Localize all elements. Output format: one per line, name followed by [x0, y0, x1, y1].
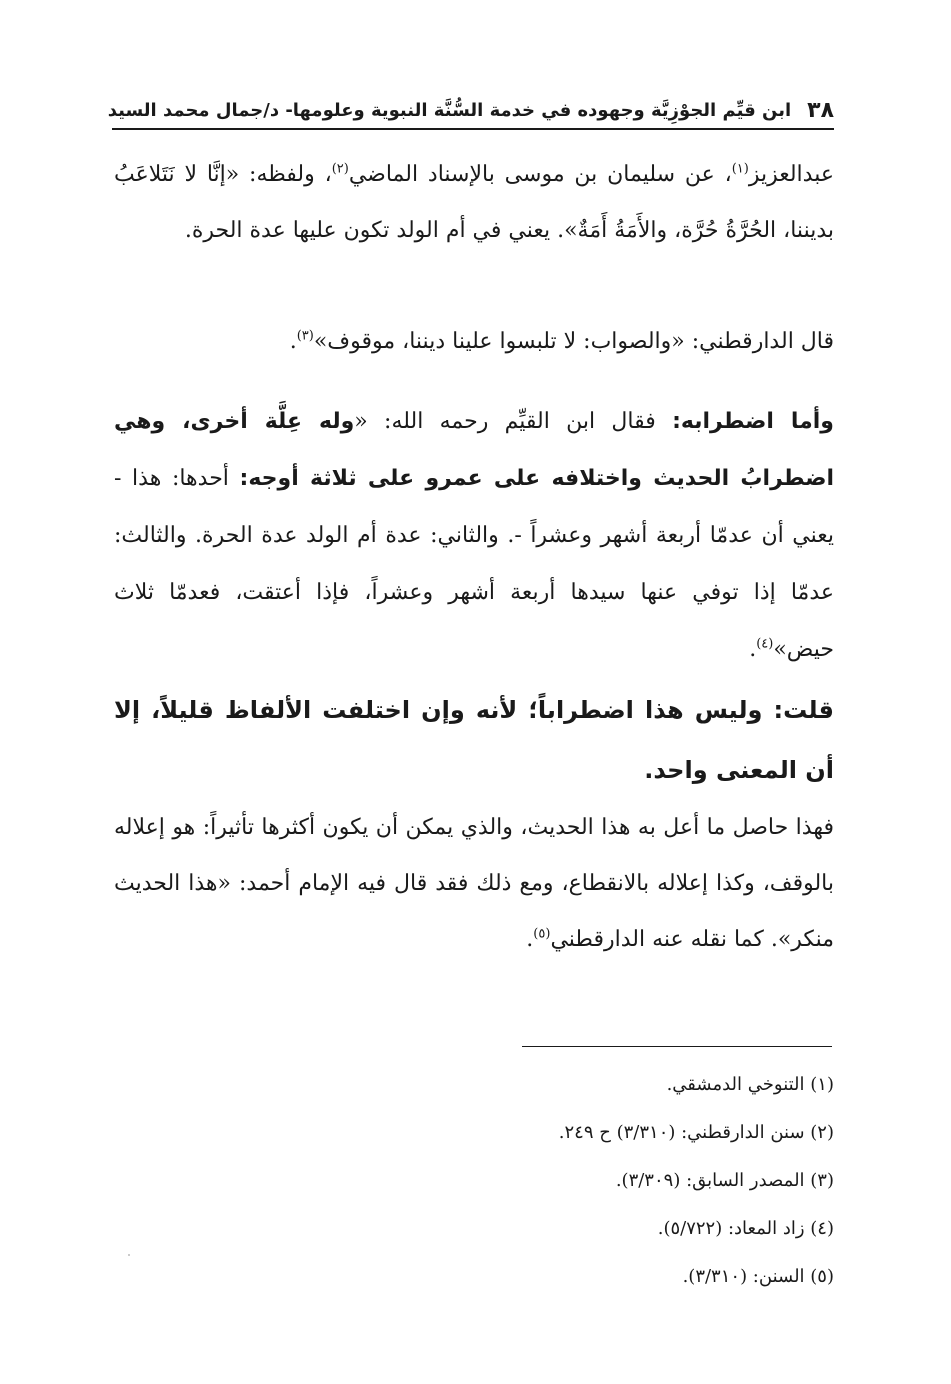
footnote-1: (١) التنوخي الدمشقي. [666, 1074, 834, 1095]
text-run: قال الدارقطني: «والصواب: لا تلبسوا علينا ديننا، موقوف» [313, 329, 834, 354]
paragraph-1 [114, 147, 834, 259]
footnote-ref-3: (٣) [296, 328, 314, 344]
text-run: ، ولفظه: «إنَّا لا نَتَلاعَبُ بديننا، الحُرَّةُ حُرَّة، والأَمَةُ أَمَةٌ». يعني في أم الولد تكون عليها عدة الحرة. [114, 162, 834, 243]
paragraph-2 [114, 317, 834, 367]
quoted-emphasis: وله عِلَّة أخرى، وهي اضطرابُ الحديث واختلافه على عمرو على ثلاثة أوجه: [114, 409, 835, 491]
text-run: . [289, 329, 297, 354]
text-run: قلت: وليس هذا اضطراباً؛ لأنه وإن اختلفت الألفاظ قليلاً، إلا أن المعنى واحد. [114, 696, 834, 784]
footnotes [114, 1061, 834, 1301]
footnote-ref-1: (١) [731, 161, 749, 177]
text-run: فقال ابن القيِّم رحمه الله: « [354, 409, 673, 434]
paragraph-3 [114, 393, 834, 678]
footnote-ref-5: (٥) [533, 926, 551, 942]
paragraph-4-bold-remark [114, 680, 834, 800]
scan-speck [128, 1254, 130, 1256]
footnote-2: (٢) سنن الدارقطني: (٣/٣١٠) ح ٢٤٩. [558, 1122, 834, 1143]
text-run: فهذا حاصل ما أعل به هذا الحديث، والذي يمكن أن يكون أكثرها تأثيراً: هو إعلاله بالوقف، وكذا إعلاله بالانقطاع، ومع ذلك فقد قال فيه الإمام أحمد: «هذا الحديث منكر». كما نقله عنه الدارقطني [114, 815, 834, 952]
page-number: ٣٨ [807, 97, 834, 123]
paragraph-5 [114, 800, 834, 968]
section-lead: وأما اضطرابه: [672, 409, 834, 434]
footnote-4: (٤) زاد المعاد: (٥/٧٢٢). [657, 1218, 834, 1239]
text-run: ، عن سليمان بن موسى بالإسناد الماضي [348, 162, 732, 187]
footnote-ref-2: (٢) [331, 161, 349, 177]
footnote-3: (٣) المصدر السابق: (٣/٣٠٩). [615, 1170, 834, 1191]
text-run: . [526, 927, 534, 952]
running-header [107, 92, 834, 130]
footnote-separator [522, 1046, 832, 1047]
text-run: أحدها: هذا - يعني أن عدمّا أربعة أشهر وعشراً -. والثاني: عدة أم الولد عدة الحرة. والثالث: عدمّا إذا توفي عنها سيدها أربعة أشهر وعشراً، فإذا أعتقت، فعدمّا ثلاث حيض» [114, 466, 834, 662]
text-run: عبدالعزيز [748, 162, 834, 187]
footnote-5: (٥) السنن: (٣/٣١٠). [682, 1266, 834, 1287]
text-run: . [749, 637, 757, 662]
footnote-ref-4: (٤) [756, 636, 774, 652]
running-title: ابن قيِّم الجوْزِيَّة وجهوده في خدمة السُّنَّة النبوية وعلومها- د/جمال محمد السيد [107, 99, 792, 121]
